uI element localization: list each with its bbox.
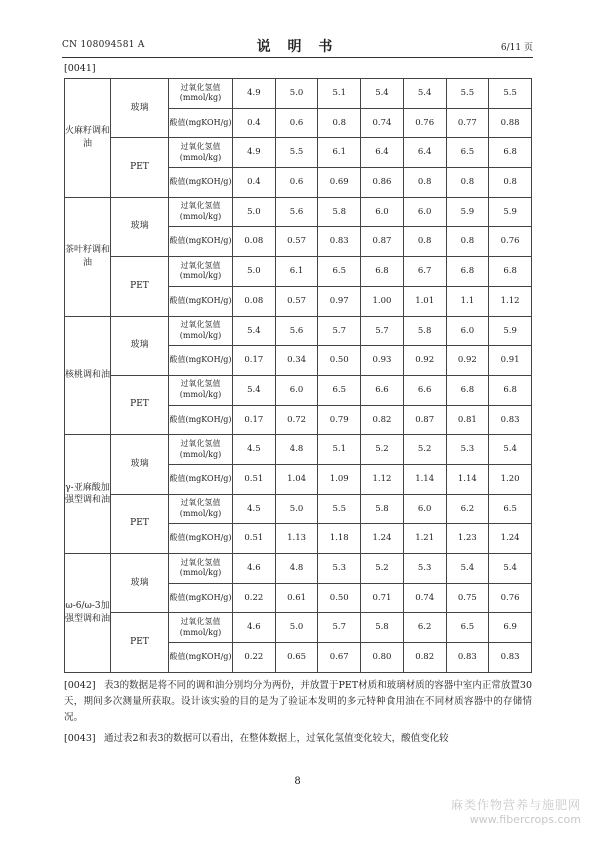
value-cell: 6.0 [403,197,446,227]
table-row [65,316,532,346]
value-cell: 0.71 [361,583,404,613]
watermark [451,796,581,826]
table-row [65,494,532,524]
value-cell: 5.7 [318,613,361,643]
oil-name-cell: ω-6/ω-3加强型调和油 [65,554,111,673]
material-cell: PET [111,375,169,434]
value-cell: 5.5 [275,138,318,168]
indicator-cell: 过氧化氢值(mmol/kg) [169,613,233,643]
value-cell: 5.0 [275,494,318,524]
material-cell: 玻璃 [111,554,169,613]
value-cell: 5.2 [403,435,446,465]
value-cell: 0.83 [446,643,489,673]
value-cell: 5.8 [403,316,446,346]
value-cell: 4.5 [233,494,276,524]
value-cell: 0.79 [318,405,361,435]
indicator-cell: 过氧化氢值(mmol/kg) [169,316,233,346]
value-cell: 6.4 [403,138,446,168]
value-cell: 0.75 [446,583,489,613]
value-cell: 5.2 [361,435,404,465]
value-cell: 5.8 [361,613,404,643]
indicator-cell: 酸值(mgKOH/g) [169,227,233,257]
value-cell: 5.0 [275,79,318,109]
value-cell: 5.4 [489,435,532,465]
value-cell: 0.51 [233,464,276,494]
indicator-cell: 过氧化氢值(mmol/kg) [169,435,233,465]
value-cell: 4.9 [233,138,276,168]
indicator-cell: 过氧化氢值(mmol/kg) [169,375,233,405]
indicator-cell: 酸值(mgKOH/g) [169,286,233,316]
value-cell: 5.3 [318,554,361,584]
indicator-cell: 酸值(mgKOH/g) [169,168,233,198]
value-cell: 5.3 [403,554,446,584]
value-cell: 5.0 [233,257,276,287]
value-cell: 0.51 [233,524,276,554]
value-cell: 0.08 [233,286,276,316]
page-header [62,36,533,56]
material-cell: PET [111,138,169,197]
value-cell: 0.80 [361,643,404,673]
material-cell: PET [111,257,169,316]
value-cell: 0.76 [489,583,532,613]
value-cell: 4.6 [233,613,276,643]
value-cell: 5.5 [318,494,361,524]
header-divider [62,57,533,58]
value-cell: 0.8 [446,168,489,198]
page-indicator: 6/11 页 [500,43,533,53]
value-cell: 0.76 [489,227,532,257]
value-cell: 1.01 [403,286,446,316]
indicator-cell: 酸值(mgKOH/g) [169,346,233,376]
value-cell: 0.91 [489,346,532,376]
paragraph-0042 [64,678,532,726]
indicator-cell: 酸值(mgKOH/g) [169,405,233,435]
value-cell: 0.50 [318,346,361,376]
oil-name-cell: 茶叶籽调和油 [65,197,111,316]
value-cell: 1.24 [489,524,532,554]
value-cell: 5.8 [361,494,404,524]
value-cell: 5.3 [446,435,489,465]
value-cell: 0.82 [361,405,404,435]
table-row [65,138,532,168]
value-cell: 0.72 [275,405,318,435]
indicator-cell: 过氧化氢值(mmol/kg) [169,138,233,168]
value-cell: 5.9 [489,316,532,346]
value-cell: 0.57 [275,227,318,257]
material-cell: 玻璃 [111,197,169,256]
value-cell: 0.57 [275,286,318,316]
oil-name-cell: 火麻籽调和油 [65,79,111,198]
value-cell: 1.13 [275,524,318,554]
paragraph-text: 表3的数据是将不同的调和油分别均分为两份，并放置于PET材质和玻璃材质的容器中室内正常放置30天，期间多次测量所获取。设计该实验的目的是为了验证本发明的多元特种食用油在不同材质容器中的存储情况。 [64,680,532,723]
value-cell: 6.4 [361,138,404,168]
value-cell: 0.8 [403,168,446,198]
value-cell: 6.8 [446,375,489,405]
value-cell: 0.6 [275,168,318,198]
value-cell: 1.18 [318,524,361,554]
value-cell: 5.7 [361,316,404,346]
value-cell: 0.69 [318,168,361,198]
value-cell: 5.9 [489,197,532,227]
value-cell: 5.2 [361,554,404,584]
value-cell: 0.88 [489,108,532,138]
value-cell: 0.74 [403,583,446,613]
value-cell: 6.5 [446,138,489,168]
value-cell: 5.8 [318,197,361,227]
value-cell: 6.8 [361,257,404,287]
indicator-cell: 过氧化氢值(mmol/kg) [169,79,233,109]
indicator-cell: 酸值(mgKOH/g) [169,524,233,554]
value-cell: 4.5 [233,435,276,465]
table-row [65,554,532,584]
publication-number: CN 108094581 A [62,40,145,50]
value-cell: 4.6 [233,554,276,584]
value-cell: 5.9 [446,197,489,227]
value-cell: 0.4 [233,168,276,198]
value-cell: 0.34 [275,346,318,376]
value-cell: 5.5 [489,79,532,109]
value-cell: 1.14 [403,464,446,494]
material-cell: PET [111,613,169,672]
value-cell: 5.4 [233,316,276,346]
value-cell: 6.7 [403,257,446,287]
value-cell: 5.6 [275,316,318,346]
value-cell: 6.2 [446,494,489,524]
value-cell: 6.8 [489,375,532,405]
value-cell: 1.04 [275,464,318,494]
value-cell: 1.12 [361,464,404,494]
oil-name-cell: γ-亚麻酸加强型调和油 [65,435,111,554]
paragraph-tag: [0043] [64,733,96,744]
material-cell: 玻璃 [111,79,169,138]
value-cell: 6.5 [489,494,532,524]
value-cell: 1.21 [403,524,446,554]
value-cell: 5.4 [403,79,446,109]
value-cell: 0.67 [318,643,361,673]
document-title: 说 明 书 [256,39,339,55]
value-cell: 0.17 [233,346,276,376]
material-cell: 玻璃 [111,316,169,375]
value-cell: 6.0 [361,197,404,227]
table-row [65,435,532,465]
indicator-cell: 过氧化氢值(mmol/kg) [169,494,233,524]
value-cell: 5.7 [318,316,361,346]
value-cell: 0.83 [489,643,532,673]
value-cell: 5.0 [233,197,276,227]
value-cell: 5.1 [318,79,361,109]
value-cell: 1.12 [489,286,532,316]
value-cell: 0.8 [403,227,446,257]
indicator-cell: 过氧化氢值(mmol/kg) [169,554,233,584]
value-cell: 6.1 [318,138,361,168]
table-row [65,613,532,643]
value-cell: 0.83 [489,405,532,435]
value-cell: 0.81 [446,405,489,435]
value-cell: 4.9 [233,79,276,109]
value-cell: 4.8 [275,435,318,465]
value-cell: 5.0 [275,613,318,643]
value-cell: 1.23 [446,524,489,554]
page-number: 8 [294,776,301,787]
table-row [65,79,532,109]
value-cell: 6.0 [275,375,318,405]
value-cell: 1.24 [361,524,404,554]
table-row [65,257,532,287]
value-cell: 0.4 [233,108,276,138]
material-cell: PET [111,494,169,553]
value-cell: 0.77 [446,108,489,138]
value-cell: 0.6 [275,108,318,138]
value-cell: 1.1 [446,286,489,316]
value-cell: 0.8 [318,108,361,138]
value-cell: 6.6 [403,375,446,405]
value-cell: 0.93 [361,346,404,376]
value-cell: 1.00 [361,286,404,316]
value-cell: 0.22 [233,583,276,613]
value-cell: 5.4 [361,79,404,109]
value-cell: 1.09 [318,464,361,494]
value-cell: 1.14 [446,464,489,494]
table-row [65,375,532,405]
indicator-cell: 过氧化氢值(mmol/kg) [169,197,233,227]
value-cell: 6.2 [403,613,446,643]
value-cell: 0.08 [233,227,276,257]
value-cell: 0.22 [233,643,276,673]
watermark-title: 麻类作物营养与施肥网 [450,798,581,812]
value-cell: 6.8 [446,257,489,287]
value-cell: 5.1 [318,435,361,465]
value-cell: 6.6 [361,375,404,405]
indicator-cell: 酸值(mgKOH/g) [169,583,233,613]
value-cell: 6.8 [489,138,532,168]
value-cell: 0.87 [361,227,404,257]
value-cell: 0.50 [318,583,361,613]
table-row [65,197,532,227]
value-cell: 5.4 [233,375,276,405]
value-cell: 6.0 [403,494,446,524]
value-cell: 5.5 [446,79,489,109]
oil-name-cell: 核桃调和油 [65,316,111,435]
value-cell: 6.5 [318,257,361,287]
value-cell: 5.4 [446,554,489,584]
storage-data-table [64,78,532,673]
value-cell: 0.87 [403,405,446,435]
value-cell: 5.6 [275,197,318,227]
value-cell: 6.1 [275,257,318,287]
value-cell: 0.76 [403,108,446,138]
value-cell: 0.65 [275,643,318,673]
paragraph-tag: [0042] [64,680,96,691]
indicator-cell: 酸值(mgKOH/g) [169,464,233,494]
value-cell: 6.5 [318,375,361,405]
value-cell: 0.92 [446,346,489,376]
value-cell: 0.83 [318,227,361,257]
value-cell: 1.20 [489,464,532,494]
value-cell: 0.82 [403,643,446,673]
value-cell: 5.4 [489,554,532,584]
value-cell: 6.9 [489,613,532,643]
value-cell: 0.86 [361,168,404,198]
paragraph-tag-0041: [0041] [64,63,96,74]
value-cell: 0.8 [489,168,532,198]
value-cell: 0.17 [233,405,276,435]
indicator-cell: 过氧化氢值(mmol/kg) [169,257,233,287]
indicator-cell: 酸值(mgKOH/g) [169,643,233,673]
value-cell: 0.8 [446,227,489,257]
value-cell: 0.61 [275,583,318,613]
value-cell: 6.8 [489,257,532,287]
paragraph-text: 通过表2和表3的数据可以看出，在整体数据上，过氧化氢值变化较大，酸值变化较 [104,733,449,744]
value-cell: 0.74 [361,108,404,138]
paragraph-0043 [64,731,532,747]
material-cell: 玻璃 [111,435,169,494]
value-cell: 0.92 [403,346,446,376]
value-cell: 6.0 [446,316,489,346]
indicator-cell: 酸值(mgKOH/g) [169,108,233,138]
value-cell: 6.5 [446,613,489,643]
watermark-url: www.fibercrops.com [469,813,581,826]
value-cell: 4.8 [275,554,318,584]
value-cell: 0.97 [318,286,361,316]
